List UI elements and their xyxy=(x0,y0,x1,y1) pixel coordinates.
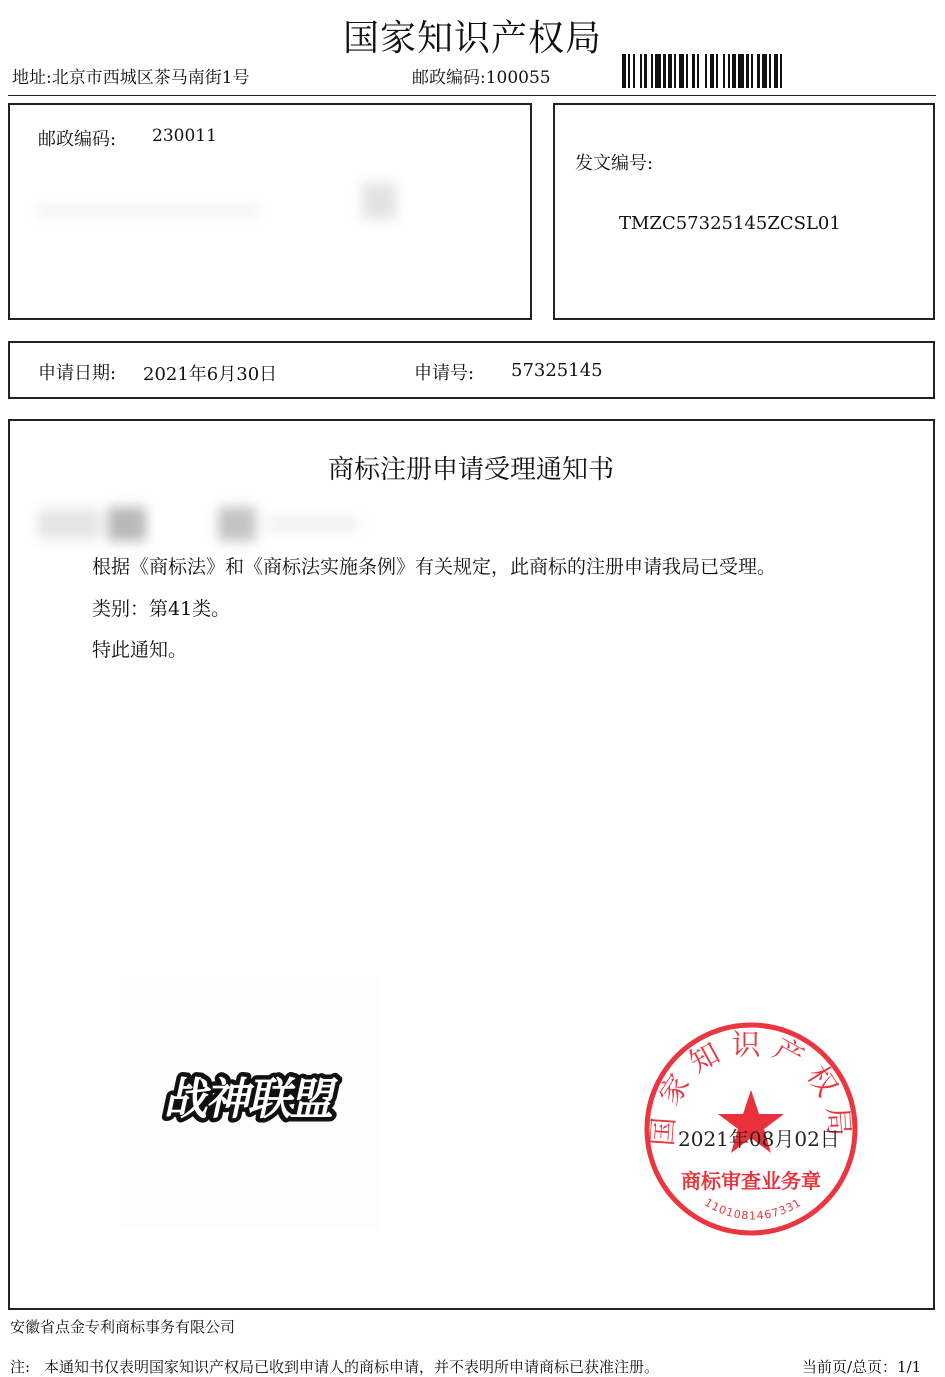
trademark-logo xyxy=(120,977,380,1229)
redacted-address xyxy=(38,205,258,217)
doc-number-label: 发文编号: xyxy=(575,153,654,174)
redacted-applicant xyxy=(38,507,368,541)
footer-note-label: 注: xyxy=(10,1358,31,1376)
page-title: 国家知识产权局 xyxy=(342,18,602,59)
seal-arc-text: 国家知识产权局 xyxy=(644,1027,858,1148)
application-info-bar xyxy=(8,341,935,399)
recipient-box xyxy=(8,103,532,320)
header-divider xyxy=(8,95,936,96)
notice-class: 类别：第41类。 xyxy=(92,598,231,620)
recipient-postal-label: 邮政编码: xyxy=(38,129,117,150)
redacted-mark xyxy=(362,183,396,219)
trademark-image xyxy=(120,977,380,1229)
application-date-label: 申请日期: xyxy=(38,363,117,384)
page-indicator: 当前页/总页：1/1 xyxy=(802,1358,922,1376)
trademark-text: 战神联盟 xyxy=(161,1074,340,1125)
doc-number-value: TMZC57325145ZCSL01 xyxy=(619,213,841,234)
recipient-postal-value: 230011 xyxy=(152,126,217,146)
office-address: 地址:北京市西城区茶马南街1号 xyxy=(12,68,250,88)
footer-note: 本通知书仅表明国家知识产权局已收到申请人的商标申请，并不表明所申请商标已获准注册。 xyxy=(44,1358,660,1376)
doc-number-box xyxy=(553,103,935,320)
seal-serial: 1101081467331 xyxy=(702,1195,804,1223)
seal-bottom-text: 商标审查业务章 xyxy=(681,1169,821,1193)
notice-body: 根据《商标法》和《商标法实施条例》有关规定，此商标的注册申请我局已受理。 xyxy=(92,556,777,578)
office-postal-code: 邮政编码:100055 xyxy=(412,68,551,88)
barcode xyxy=(622,54,930,88)
agency-name: 安徽省点金专利商标事务有限公司 xyxy=(10,1318,236,1336)
application-number-label: 申请号: xyxy=(414,363,475,384)
notice-heading: 商标注册申请受理通知书 xyxy=(327,455,614,485)
svg-text:1101081467331 xyxy=(702,1196,804,1222)
notice-closing: 特此通知。 xyxy=(92,639,188,661)
application-number-value: 57325145 xyxy=(511,360,603,381)
issue-date: 2021年08月02日 xyxy=(678,1127,840,1151)
application-date-value: 2021年6月30日 xyxy=(143,364,278,385)
